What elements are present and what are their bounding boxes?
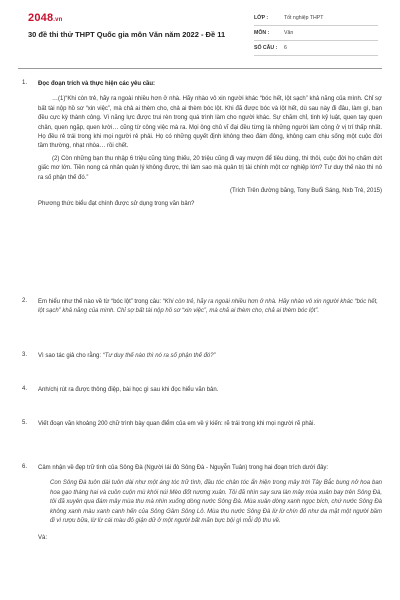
logo-main: 2048: [28, 12, 54, 24]
excerpt-quote: Con Sông Đà tuôn dài tuôn dài như một áng tóc trữ tình, đầu tóc chân tóc ẩn hiện trong mây trời Tây Bắc bung nở hoa ban hoa gạo tháng hai và cuồn cuộn mù khói núi Mèo đốt nương xuân. Tôi đã nhìn say sưa làn mây mùa xuân bay trên Sông Đà, tôi đã xuyên qua đám mây mùa thu mà nhìn xuống dòng nước Sông Đà. Mùa xuân dòng xanh ngọc bích, chứ nước Sông Đà không xanh màu xanh canh hến của Sông Gâm Sông Lô. Mùa thu nước Sông Đà lừ lừ chín đỏ như da mặt một người bầm đi vì rượu bữa, lừ lừ cái màu đỏ giận dữ ở một người bất mãn bực bội gì mỗi độ thu về.: [50, 480, 382, 525]
question-text: Cảm nhận về đẹp trữ tình của Sông Đà (Người lái đò Sông Đà - Nguyễn Tuân) trong hai đoạn trích dưới đây:: [38, 465, 329, 471]
question-lead: Em hiểu như thế nào về từ “bóc lột” trong câu:: [38, 299, 163, 305]
meta-value: Văn: [284, 30, 294, 36]
document-header: [0, 0, 400, 66]
question-heading: Đọc đoạn trích và thực hiện các yêu cầu:: [38, 81, 156, 87]
question-prompt: Phương thức biểu đạt chính được sử dụng trong văn bản?: [38, 201, 195, 208]
meta-row-count: [254, 41, 378, 56]
question-quote: “Khi còn trẻ, hãy ra ngoài nhiều hơn ở nhà. Hãy nhào vô xin người khác “bóc hết, lột sạch” khả năng của mình. Chỉ sợ bất tài nộp hồ sơ “xin việc”, mà chả ai thèm cho, chả ai thèm bóc lột”.: [38, 299, 378, 315]
question-body: [38, 352, 382, 361]
document-title: 30 đề thi thử THPT Quốc gia môn Văn năm 2022 - Đề 11: [28, 30, 226, 39]
header-divider: [18, 68, 382, 69]
question-number: 5.: [22, 420, 28, 426]
question-number: 2.: [22, 298, 28, 304]
meta-key: SỐ CÂU :: [254, 45, 278, 51]
meta-key: MÔN :: [254, 30, 270, 36]
passage-citation: (Trích Trên đường băng, Tony Buổi Sáng, Nxb Trẻ, 2015): [229, 188, 382, 195]
question-number: 3.: [22, 352, 28, 358]
meta-value: 6: [284, 45, 287, 51]
question-lead: Vì sao tác giả cho rằng:: [38, 353, 103, 359]
question-number: 4.: [22, 386, 28, 392]
question-body: Viết đoạn văn khoảng 200 chữ trình bày quan điểm của em về ý kiến: rẽ trái trong khi mọi người rẽ phải.: [38, 421, 316, 427]
passage-paragraph-1: …(1)“Khi còn trẻ, hãy ra ngoài nhiều hơn ở nhà. Hãy nhào vô xin người khác “bóc hết, lột sạch” khả năng của mình. Chỉ sợ bất tài nộp hồ sơ “xin việc”, mà chả ai thèm cho, chả ai thèm bóc lột. Khi đã được bóc và lột hết, dù sau này đi đâu, làm gì, bạn đều cực kỳ thành công. Vì năng lực được trui rèn trong quá trình làm cho người khác. Sự chăm chỉ, tinh kỷ luật, quen tay quen chân, quen ngặp, quen lười… cũng từ công việc mà ra. Mọi ông chủ vĩ đại đều từng là những người làm công ở vị trí thấp nhất. Họ đều rẻ trái trong khi mọi người rẻ phải. Họ có những quyết định không theo đám đông, không cam chịu sống một cuộc đời tầm thường, nhạt nhòa… rồi chết.: [38, 96, 382, 150]
question-quote: “Tư duy thế nào thì nó ra số phận thế đó?”: [102, 353, 216, 359]
question-body: [38, 464, 382, 544]
passage-paragraph-2: (2) Còn những bạn thu nhập 6 triệu cũng túng thiếu, 20 triệu cũng đi vay mượn để tiêu dùng, thì thôi, cuộc đời họ chấm dứt giấc mơ lớn. Tiền nong cá nhân quản lý không được, thì làm sao mà quản trị tài chính một cơ nghiệp lớn? Tư duy thế nào thì nó ra số phận thế đó.”: [38, 155, 382, 181]
meta-value: Tốt nghiệp THPT: [284, 15, 324, 21]
exam-meta-table: [254, 11, 378, 56]
question-number: 1.: [22, 80, 28, 86]
question-body: [38, 298, 382, 317]
question-body: [38, 80, 382, 210]
meta-row-subject: [254, 26, 378, 41]
excerpt-continuation: Và:: [38, 535, 48, 542]
question-body: Anh/chị rút ra được thông điệp, bài học gì sau khi đọc hiểu văn bản.: [38, 387, 219, 393]
meta-key: LỚP :: [254, 15, 269, 21]
meta-row-class: [254, 11, 378, 26]
question-number: 6.: [22, 464, 28, 470]
logo-tld: .vn: [53, 17, 63, 23]
site-logo[interactable]: [28, 12, 63, 24]
